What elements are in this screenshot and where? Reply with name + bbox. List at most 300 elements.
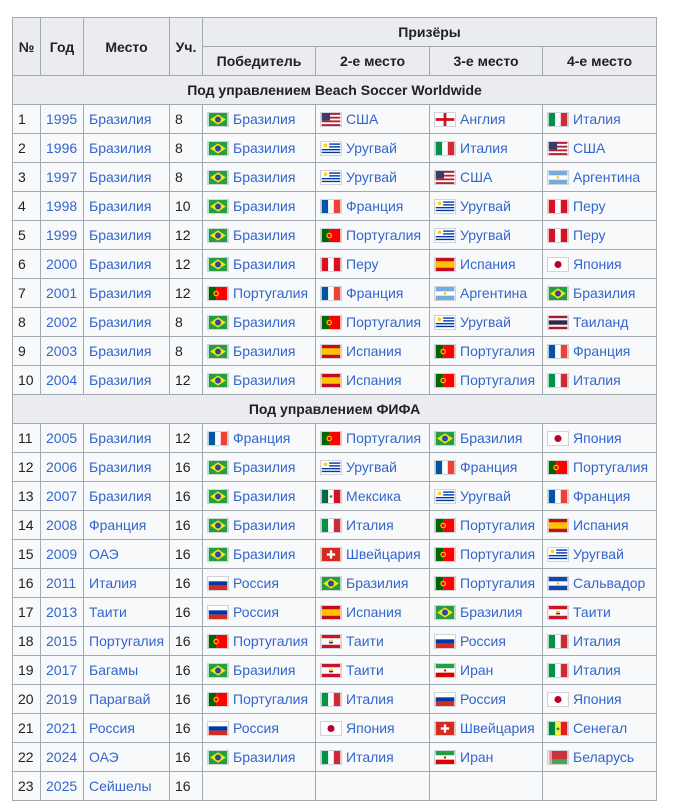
team-link[interactable]: Италия — [573, 372, 621, 388]
place-cell — [316, 714, 430, 743]
venue-link[interactable]: Португалия — [89, 633, 165, 649]
row-venue-cell — [84, 511, 170, 540]
team-link[interactable]: Португалия — [460, 575, 536, 591]
team-link[interactable]: Испания — [346, 372, 402, 388]
team-link[interactable]: Франция — [346, 285, 404, 301]
year-link[interactable]: 2021 — [46, 720, 78, 736]
tahiti-flag-icon — [321, 664, 341, 677]
team-link[interactable]: Аргентина — [460, 285, 528, 301]
row-participants: 16 — [170, 569, 203, 598]
table-row — [13, 656, 657, 685]
year-link[interactable]: 2025 — [46, 778, 78, 794]
france-flag-icon — [208, 432, 228, 445]
uruguay-flag-icon — [321, 171, 341, 184]
team-link[interactable]: Испания — [573, 517, 629, 533]
year-link[interactable]: 1996 — [46, 140, 78, 156]
team-link[interactable]: Уругвай — [346, 459, 397, 475]
year-link[interactable]: 2008 — [46, 517, 78, 533]
italy-flag-icon — [548, 664, 568, 677]
venue-link[interactable]: Бразилия — [89, 459, 152, 475]
team-link[interactable]: Япония — [573, 691, 622, 707]
team-link[interactable]: Таити — [346, 633, 384, 649]
team-link[interactable]: Сенегал — [573, 720, 628, 736]
section-title: Под управлением ФИФА — [13, 395, 657, 424]
team-link[interactable]: Перу — [346, 256, 379, 272]
header-participants: Уч. — [170, 18, 203, 76]
venue-link[interactable]: Бразилия — [89, 488, 152, 504]
place-cell — [203, 656, 316, 685]
place-cell — [316, 192, 430, 221]
spain-flag-icon — [321, 606, 341, 619]
venue-link[interactable]: Италия — [89, 575, 137, 591]
year-link[interactable]: 2006 — [46, 459, 78, 475]
venue-link[interactable]: Сейшелы — [89, 778, 152, 794]
team-link[interactable]: Таиланд — [573, 314, 629, 330]
venue-link[interactable]: ОАЭ — [89, 749, 119, 765]
table-row — [13, 424, 657, 453]
row-num: 2 — [13, 134, 41, 163]
team-link[interactable]: Бразилия — [233, 314, 296, 330]
venue-link[interactable]: Бразилия — [89, 140, 152, 156]
place-cell — [203, 540, 316, 569]
team-link[interactable]: Бразилия — [233, 111, 296, 127]
place-cell — [203, 337, 316, 366]
team-link[interactable]: Бразилия — [233, 459, 296, 475]
team-link[interactable]: Португалия — [346, 227, 422, 243]
header-venue: Место — [84, 18, 170, 76]
row-participants: 12 — [170, 250, 203, 279]
place-cell — [430, 308, 543, 337]
row-year-cell — [41, 308, 84, 337]
team-link[interactable]: Бразилия — [233, 488, 296, 504]
japan-flag-icon — [321, 722, 341, 735]
team-link[interactable]: Бразилия — [233, 749, 296, 765]
place-cell — [203, 772, 316, 801]
venue-link[interactable]: Бразилия — [89, 430, 152, 446]
venue-link[interactable]: Бразилия — [89, 256, 152, 272]
row-num: 11 — [13, 424, 41, 453]
iran-flag-icon — [435, 751, 455, 764]
row-participants: 12 — [170, 221, 203, 250]
team-link[interactable]: Италия — [573, 633, 621, 649]
table-row — [13, 743, 657, 772]
row-num: 13 — [13, 482, 41, 511]
table-row — [13, 685, 657, 714]
brazil-flag-icon — [208, 113, 228, 126]
row-participants: 16 — [170, 772, 203, 801]
argentina-flag-icon — [435, 287, 455, 300]
row-num: 3 — [13, 163, 41, 192]
brazil-flag-icon — [208, 316, 228, 329]
row-participants: 16 — [170, 598, 203, 627]
row-participants: 16 — [170, 482, 203, 511]
place-cell — [430, 540, 543, 569]
brazil-flag-icon — [548, 287, 568, 300]
team-link[interactable]: Португалия — [460, 372, 536, 388]
header-num: № — [13, 18, 41, 76]
japan-flag-icon — [548, 432, 568, 445]
place-cell — [543, 134, 657, 163]
place-cell — [316, 308, 430, 337]
place-cell — [316, 163, 430, 192]
team-link[interactable]: Бразилия — [233, 140, 296, 156]
year-link[interactable]: 2009 — [46, 546, 78, 562]
japan-flag-icon — [548, 258, 568, 271]
team-link[interactable]: Франция — [346, 198, 404, 214]
team-link[interactable]: Португалия — [233, 633, 309, 649]
team-link[interactable]: Аргентина — [573, 169, 641, 185]
team-link[interactable]: Италия — [573, 662, 621, 678]
portugal-flag-icon — [435, 519, 455, 532]
team-link[interactable]: Португалия — [460, 343, 536, 359]
row-participants: 8 — [170, 337, 203, 366]
row-participants: 16 — [170, 685, 203, 714]
place-cell — [430, 279, 543, 308]
venue-link[interactable]: Бразилия — [89, 169, 152, 185]
place-cell — [430, 337, 543, 366]
year-link[interactable]: 2011 — [46, 575, 77, 591]
italy-flag-icon — [435, 142, 455, 155]
team-link[interactable]: Португалия — [233, 691, 309, 707]
place-cell — [430, 221, 543, 250]
venue-link[interactable]: Таити — [89, 604, 127, 620]
team-link[interactable]: Бразилия — [460, 604, 523, 620]
usa-flag-icon — [435, 171, 455, 184]
results-table — [12, 17, 657, 801]
brazil-flag-icon — [435, 606, 455, 619]
portugal-flag-icon — [208, 635, 228, 648]
place-cell — [316, 598, 430, 627]
place-cell — [543, 714, 657, 743]
row-venue-cell — [84, 453, 170, 482]
spain-flag-icon — [435, 258, 455, 271]
portugal-flag-icon — [435, 374, 455, 387]
team-link[interactable]: Португалия — [346, 430, 422, 446]
spain-flag-icon — [321, 374, 341, 387]
team-link[interactable]: Бразилия — [233, 227, 296, 243]
row-venue-cell — [84, 424, 170, 453]
team-link[interactable]: Уругвай — [460, 227, 511, 243]
place-cell — [543, 163, 657, 192]
place-cell — [430, 105, 543, 134]
year-link[interactable]: 2007 — [46, 488, 78, 504]
team-link[interactable]: Бразилия — [233, 546, 296, 562]
year-link[interactable]: 1998 — [46, 198, 78, 214]
row-num: 5 — [13, 221, 41, 250]
team-link[interactable]: Бразилия — [233, 662, 296, 678]
place-cell — [203, 685, 316, 714]
year-link[interactable]: 2003 — [46, 343, 78, 359]
team-link[interactable]: Франция — [460, 459, 518, 475]
team-link[interactable]: Иран — [460, 662, 494, 678]
place-cell — [430, 685, 543, 714]
row-venue-cell — [84, 337, 170, 366]
place-cell — [430, 453, 543, 482]
row-num: 8 — [13, 308, 41, 337]
place-cell — [543, 308, 657, 337]
year-link[interactable]: 1997 — [46, 169, 78, 185]
france-flag-icon — [548, 345, 568, 358]
place-cell — [543, 337, 657, 366]
elsalvador-flag-icon — [548, 577, 568, 590]
place-cell — [430, 192, 543, 221]
venue-link[interactable]: Бразилия — [89, 111, 152, 127]
row-year-cell — [41, 105, 84, 134]
italy-flag-icon — [321, 519, 341, 532]
row-venue-cell — [84, 598, 170, 627]
place-cell — [203, 598, 316, 627]
row-venue-cell — [84, 656, 170, 685]
row-participants: 12 — [170, 366, 203, 395]
place-cell — [543, 743, 657, 772]
place-cell — [316, 656, 430, 685]
uruguay-flag-icon — [435, 316, 455, 329]
brazil-flag-icon — [208, 519, 228, 532]
row-participants: 16 — [170, 540, 203, 569]
team-link[interactable]: Уругвай — [346, 140, 397, 156]
team-link[interactable]: Италия — [346, 691, 394, 707]
team-link[interactable]: Бразилия — [573, 285, 636, 301]
row-participants: 8 — [170, 105, 203, 134]
venue-link[interactable]: Бразилия — [89, 198, 152, 214]
header-fourth: 4-е место — [543, 47, 657, 76]
place-cell — [203, 134, 316, 163]
place-cell — [316, 279, 430, 308]
brazil-flag-icon — [208, 548, 228, 561]
team-link[interactable]: Перу — [573, 227, 606, 243]
italy-flag-icon — [321, 693, 341, 706]
portugal-flag-icon — [435, 548, 455, 561]
row-participants: 10 — [170, 192, 203, 221]
brazil-flag-icon — [208, 751, 228, 764]
team-link[interactable]: Перу — [573, 198, 606, 214]
place-cell — [316, 221, 430, 250]
team-link[interactable]: Португалия — [460, 546, 536, 562]
row-num: 19 — [13, 656, 41, 685]
year-link[interactable]: 2000 — [46, 256, 78, 272]
row-venue-cell — [84, 540, 170, 569]
peru-flag-icon — [548, 229, 568, 242]
row-year-cell — [41, 627, 84, 656]
russia-flag-icon — [435, 635, 455, 648]
place-cell — [316, 511, 430, 540]
team-link[interactable]: Бразилия — [233, 517, 296, 533]
row-venue-cell — [84, 105, 170, 134]
place-cell — [316, 366, 430, 395]
place-cell — [430, 482, 543, 511]
table-row — [13, 772, 657, 801]
team-link[interactable]: Португалия — [233, 285, 309, 301]
team-link[interactable]: Уругвай — [460, 314, 511, 330]
team-link[interactable]: Уругвай — [346, 169, 397, 185]
venue-link[interactable]: Бразилия — [89, 227, 152, 243]
team-link[interactable]: США — [573, 140, 606, 156]
venue-link[interactable]: Россия — [89, 720, 135, 736]
header-year: Год — [41, 18, 84, 76]
row-num: 18 — [13, 627, 41, 656]
team-link[interactable]: Бразилия — [233, 169, 296, 185]
tahiti-flag-icon — [548, 606, 568, 619]
place-cell — [203, 714, 316, 743]
venue-link[interactable]: Бразилия — [89, 314, 152, 330]
team-link[interactable]: Франция — [233, 430, 291, 446]
team-link[interactable]: Япония — [573, 256, 622, 272]
team-link[interactable]: Россия — [460, 691, 506, 707]
venue-link[interactable]: Бразилия — [89, 285, 152, 301]
place-cell — [203, 453, 316, 482]
table-row — [13, 163, 657, 192]
team-link[interactable]: Таити — [573, 604, 611, 620]
team-link[interactable]: Испания — [346, 604, 402, 620]
year-link[interactable]: 2013 — [46, 604, 78, 620]
team-link[interactable]: Россия — [233, 604, 279, 620]
place-cell — [430, 656, 543, 685]
team-link[interactable]: Россия — [233, 575, 279, 591]
row-num: 12 — [13, 453, 41, 482]
team-link[interactable]: Италия — [460, 140, 508, 156]
team-link[interactable]: Мексика — [346, 488, 401, 504]
team-link[interactable]: США — [460, 169, 493, 185]
row-year-cell — [41, 192, 84, 221]
table-row — [13, 511, 657, 540]
japan-flag-icon — [548, 693, 568, 706]
row-year-cell — [41, 279, 84, 308]
year-link[interactable]: 2017 — [46, 662, 78, 678]
row-year-cell — [41, 772, 84, 801]
brazil-flag-icon — [208, 374, 228, 387]
year-link[interactable]: 2005 — [46, 430, 78, 446]
team-link[interactable]: Португалия — [460, 517, 536, 533]
team-link[interactable]: Сальвадор — [573, 575, 646, 591]
brazil-flag-icon — [208, 345, 228, 358]
year-link[interactable]: 1999 — [46, 227, 78, 243]
results-body — [13, 76, 657, 801]
place-cell — [203, 743, 316, 772]
team-link[interactable]: Португалия — [346, 314, 422, 330]
row-participants: 16 — [170, 743, 203, 772]
year-link[interactable]: 1995 — [46, 111, 78, 127]
row-num: 4 — [13, 192, 41, 221]
place-cell — [430, 627, 543, 656]
portugal-flag-icon — [208, 287, 228, 300]
russia-flag-icon — [208, 606, 228, 619]
portugal-flag-icon — [321, 316, 341, 329]
italy-flag-icon — [548, 635, 568, 648]
team-link[interactable]: Таити — [346, 662, 384, 678]
place-cell — [543, 105, 657, 134]
team-link[interactable]: Франция — [573, 488, 631, 504]
team-link[interactable]: Швейцария — [346, 546, 421, 562]
row-venue-cell — [84, 714, 170, 743]
team-link[interactable]: Бразилия — [233, 372, 296, 388]
year-link[interactable]: 2015 — [46, 633, 78, 649]
usa-flag-icon — [548, 142, 568, 155]
venue-link[interactable]: Парагвай — [89, 691, 151, 707]
team-link[interactable]: Япония — [573, 430, 622, 446]
team-link[interactable]: Уругвай — [460, 198, 511, 214]
table-row — [13, 337, 657, 366]
team-link[interactable]: Франция — [573, 343, 631, 359]
portugal-flag-icon — [435, 345, 455, 358]
team-link[interactable]: Италия — [346, 749, 394, 765]
team-link[interactable]: Россия — [233, 720, 279, 736]
place-cell — [203, 163, 316, 192]
place-cell — [543, 511, 657, 540]
team-link[interactable]: Бразилия — [346, 575, 409, 591]
team-link[interactable]: Беларусь — [573, 749, 635, 765]
team-link[interactable]: Испания — [346, 343, 402, 359]
brazil-flag-icon — [208, 490, 228, 503]
uruguay-flag-icon — [321, 461, 341, 474]
row-year-cell — [41, 482, 84, 511]
brazil-flag-icon — [208, 200, 228, 213]
team-link[interactable]: Италия — [346, 517, 394, 533]
table-row — [13, 221, 657, 250]
place-cell — [203, 569, 316, 598]
row-venue-cell — [84, 192, 170, 221]
year-link[interactable]: 2002 — [46, 314, 78, 330]
venue-link[interactable]: Франция — [89, 517, 147, 533]
spain-flag-icon — [548, 519, 568, 532]
row-year-cell — [41, 569, 84, 598]
year-link[interactable]: 2024 — [46, 749, 78, 765]
row-venue-cell — [84, 569, 170, 598]
team-link[interactable]: Бразилия — [460, 430, 523, 446]
team-link[interactable]: Бразилия — [233, 256, 296, 272]
place-cell — [316, 743, 430, 772]
team-link[interactable]: Португалия — [573, 459, 649, 475]
place-cell — [203, 424, 316, 453]
row-venue-cell — [84, 221, 170, 250]
team-link[interactable]: США — [346, 111, 379, 127]
team-link[interactable]: Япония — [346, 720, 395, 736]
year-link[interactable]: 2019 — [46, 691, 78, 707]
russia-flag-icon — [435, 693, 455, 706]
venue-link[interactable]: Бразилия — [89, 372, 152, 388]
team-link[interactable]: Бразилия — [233, 198, 296, 214]
team-link[interactable]: Уругвай — [573, 546, 624, 562]
portugal-flag-icon — [548, 461, 568, 474]
team-link[interactable]: Бразилия — [233, 343, 296, 359]
team-link[interactable]: Россия — [460, 633, 506, 649]
team-link[interactable]: Испания — [460, 256, 516, 272]
place-cell — [543, 279, 657, 308]
place-cell — [543, 772, 657, 801]
year-link[interactable]: 2004 — [46, 372, 78, 388]
team-link[interactable]: Уругвай — [460, 488, 511, 504]
team-link[interactable]: Швейцария — [460, 720, 535, 736]
venue-link[interactable]: ОАЭ — [89, 546, 119, 562]
brazil-flag-icon — [208, 258, 228, 271]
team-link[interactable]: Италия — [573, 111, 621, 127]
place-cell — [316, 250, 430, 279]
switzerland-flag-icon — [321, 548, 341, 561]
place-cell — [430, 743, 543, 772]
place-cell — [203, 482, 316, 511]
year-link[interactable]: 2001 — [46, 285, 78, 301]
team-link[interactable]: Иран — [460, 749, 494, 765]
place-cell — [430, 569, 543, 598]
row-num: 1 — [13, 105, 41, 134]
row-year-cell — [41, 221, 84, 250]
team-link[interactable]: Англия — [460, 111, 506, 127]
row-participants: 16 — [170, 714, 203, 743]
venue-link[interactable]: Бразилия — [89, 343, 152, 359]
place-cell — [316, 134, 430, 163]
table-row — [13, 250, 657, 279]
row-venue-cell — [84, 627, 170, 656]
venue-link[interactable]: Багамы — [89, 662, 139, 678]
